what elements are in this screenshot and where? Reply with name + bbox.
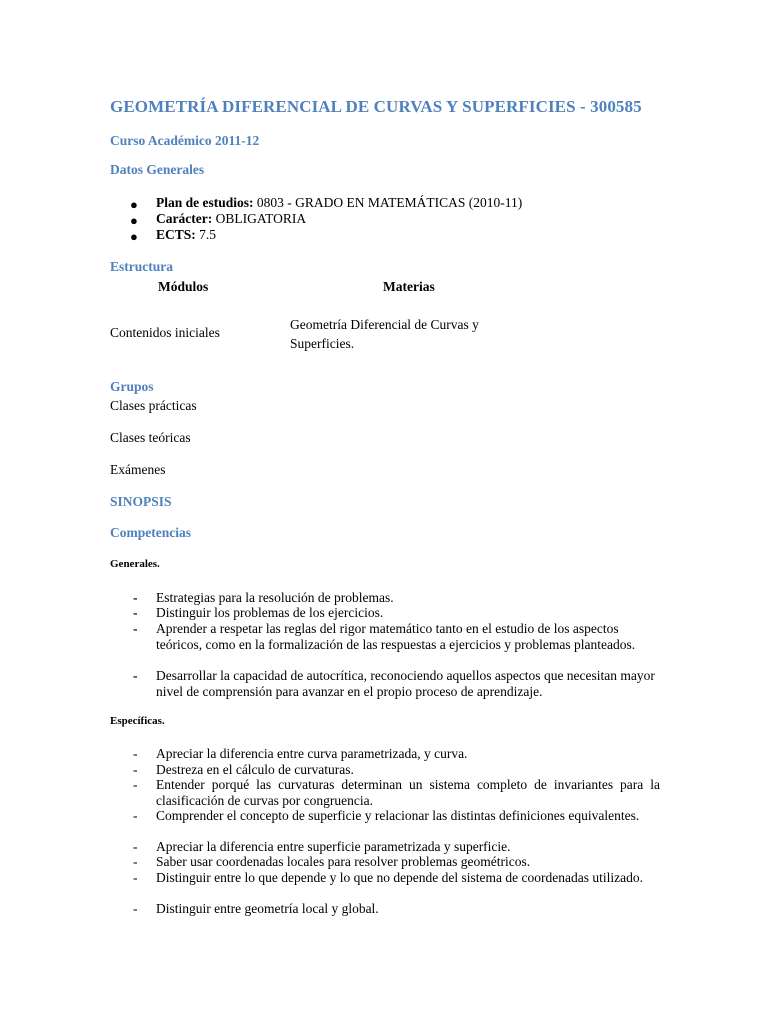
list-item: Comprender el concepto de superficie y relacionar las distintas definiciones equivalentes. (156, 808, 640, 823)
dash-marker: - (133, 854, 138, 869)
general-data-heading: Datos Generales (110, 162, 205, 177)
general-competences-heading: Generales. (110, 558, 160, 570)
document-title: GEOMETRÍA DIFERENCIAL DE CURVAS Y SUPERFICIES - 300585 (110, 97, 642, 116)
dash-marker: - (133, 901, 138, 916)
list-item: Distinguir los problemas de los ejercicios. (156, 605, 384, 620)
specific-competences-heading: Específicas. (110, 715, 165, 727)
list-item: Distinguir entre geometría local y global. (156, 901, 379, 916)
list-item: Exámenes (110, 462, 166, 477)
list-item: Apreciar la diferencia entre superficie parametrizada y superficie. (156, 839, 511, 854)
bullet-icon: ● (130, 229, 138, 244)
academic-year-heading: Curso Académico 2011-12 (110, 133, 260, 148)
dash-marker: - (133, 870, 138, 885)
column-header-subjects: Materias (383, 279, 435, 294)
list-item: Estrategias para la resolución de problemas. (156, 590, 394, 605)
dash-marker: - (133, 621, 138, 636)
bullet-icon: ● (130, 197, 138, 212)
table-cell-subject: Geometría Diferencial de Curvas y Superficies. (290, 317, 479, 351)
dash-marker: - (133, 605, 138, 620)
dash-marker: - (133, 808, 138, 823)
item-label: ECTS: (156, 227, 196, 242)
competences-heading: Competencias (110, 525, 191, 540)
item-label: Plan de estudios: (156, 195, 254, 210)
list-item: Apreciar la diferencia entre curva parametrizada, y curva. (156, 746, 468, 761)
list-item: Entender porqué las curvaturas determinan un sistema completo de invariantes para la clasificación de curvas por congruencia. (156, 777, 660, 808)
item-value: 7.5 (195, 227, 217, 242)
item-label: Carácter: (156, 211, 213, 226)
list-item: Clases prácticas (110, 398, 197, 413)
dash-marker: - (133, 777, 138, 792)
list-item: Clases teóricas (110, 430, 191, 445)
list-item: Desarrollar la capacidad de autocrítica, reconociendo aquellos aspectos que necesitan mayor nivel de comprensión para avanzar en el propio proceso de aprendizaje. (156, 668, 655, 699)
list-item (156, 195, 522, 211)
table-cell-module: Contenidos iniciales (110, 325, 220, 340)
list-item: Distinguir entre lo que depende y lo que no depende del sistema de coordenadas utilizado. (156, 870, 643, 885)
groups-heading: Grupos (110, 379, 154, 394)
dash-marker: - (133, 762, 138, 777)
synopsis-heading: SINOPSIS (110, 494, 172, 509)
dash-marker: - (133, 839, 138, 854)
item-value: 0803 - GRADO EN MATEMÁTICAS (2010-11) (253, 195, 523, 210)
list-item: Aprender a respetar las reglas del rigor matemático tanto en el estudio de los aspectos teóricos, como en la formalización de las respuestas a ejercicios y problemas planteados. (156, 621, 636, 652)
dash-marker: - (133, 668, 138, 683)
bullet-icon: ● (130, 213, 138, 228)
column-header-modules: Módulos (158, 279, 209, 294)
list-item (156, 227, 216, 243)
structure-heading: Estructura (110, 259, 173, 274)
dash-marker: - (133, 746, 138, 761)
dash-marker: - (133, 590, 138, 605)
list-item: Destreza en el cálculo de curvaturas. (156, 762, 354, 777)
item-value: OBLIGATORIA (212, 211, 307, 226)
list-item (156, 211, 306, 227)
list-item: Saber usar coordenadas locales para resolver problemas geométricos. (156, 854, 531, 869)
